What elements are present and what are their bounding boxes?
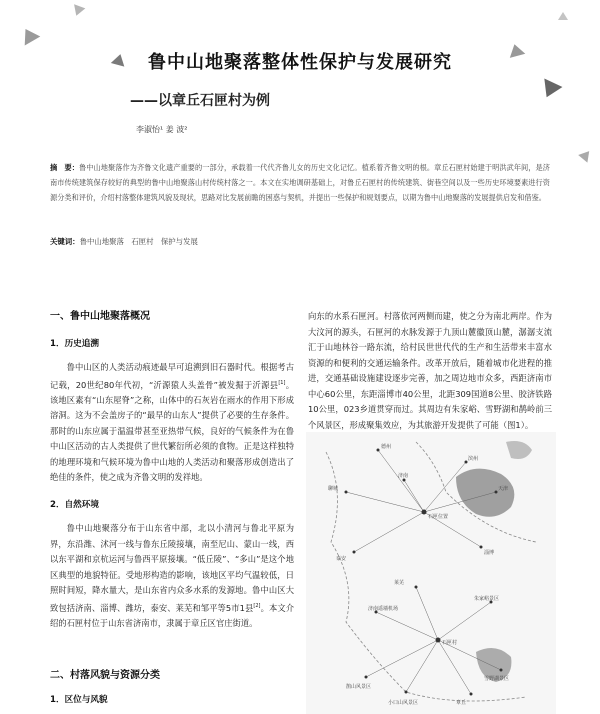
right-column [308, 309, 552, 433]
abstract [50, 160, 550, 205]
map-label-binzhou: 滨州 [468, 456, 479, 462]
subsection-3-title: 1．区位与风貌 [50, 695, 108, 705]
map-label-queshan: 鹊山风景区 [346, 684, 372, 690]
map-label-zhujiayu: 朱家峪景区 [474, 596, 500, 602]
figure-1-map [306, 432, 556, 714]
paper-authors: 李淑怡¹ 姜 波² [136, 125, 188, 134]
map-label-laiwu: 莱芜 [394, 580, 405, 586]
subsection-1-title: 1．历史追溯 [50, 338, 99, 349]
decor-triangle-5 [538, 79, 563, 102]
paragraph-environment [50, 521, 294, 631]
map-label-tianjin: 天津 [498, 486, 509, 492]
paragraph-environment-a: 鲁中山地聚落分布于山东省中部，北以小清河与鲁北平原为界，东沿潍、沭河一线与鲁东丘陵接壤，南至尼山、蒙山一线，西以东平湖和京杭运河与鲁西平原接壤。“低丘陵”、“多山”是这个地区典型的地貌特征。受地形构造的影响，该地区平均气温较低，日照时间短，降水量大，是山东省内众多水系的发源地。鲁中山区大致包括济南、淄博、潍坊，泰安、莱芜和邹平等5市1县 [50, 523, 294, 613]
paragraph-history [50, 360, 294, 486]
paper-subtitle: ——以章丘石匣村为例 [130, 93, 270, 109]
section-1-title: 一、鲁中山地聚落概况 [50, 311, 150, 322]
left-column [50, 309, 294, 632]
citation-1: [1] [278, 379, 286, 386]
paragraph-environment-b: 。本文介绍的石匣村位于山东省济南市，隶属于章丘区官庄街道。 [50, 602, 294, 629]
map-label-liaocheng: 聊城 [328, 486, 339, 492]
keywords [50, 236, 198, 247]
map-label-zibo: 淄博 [484, 550, 495, 556]
decor-triangle-1 [18, 24, 41, 45]
paragraph-location: 向东的水系石匣河。村落依河两侧而建，使之分为南北两岸。作为大汶河的源头，石匣河的水脉发源于九顶山麓徽顶山麓，潺潺支流汇于山地林谷一路东流，给村民世世代代的生产和生活带来丰富水资源的和便利的交通运输条件。改革开放后，随着城市化进程的推进，交通基础设施建设逐步完善，加之周边地市众多，西距济南市中心60公里，东距淄博市40公里，北距309国道8公里、胶济铁路10公里，023乡道贯穿而过。其周边有朱家峪、雪野湖和鹊岭前三个风景区，形成聚集效应，为其旅游开发提供了可能（图1）。 [308, 311, 552, 430]
citation-2: [2] [253, 602, 261, 609]
map-label-shixia-village: 石匣村 [442, 640, 458, 646]
section-2-title: 二、村落风貌与资源分类 [50, 670, 160, 681]
map-label-dezhou: 德州 [381, 444, 392, 450]
decor-triangle-2 [71, 4, 86, 18]
keywords-label: 关键词： [50, 237, 80, 246]
map-label-zhangqiu: 章丘 [456, 700, 467, 706]
decor-triangle-7 [578, 147, 594, 162]
map-label-xueyehu: 雪野湖景区 [484, 676, 510, 682]
decor-triangle-6 [558, 12, 568, 20]
map-label-taian: 泰安 [336, 556, 347, 562]
keywords-text: 鲁中山地聚落 石匣村 保护与发展 [79, 237, 198, 246]
paragraph-history-a: 鲁中山区的人类活动痕迹最早可追溯到旧石器时代。根据考古记载，20世纪80年代初，“沂源猿人头盖骨”被发掘于沂源县 [50, 362, 294, 390]
map-label-xiaokoushan: 小口山风景区 [388, 700, 419, 706]
paragraph-history-b: 。该地区素有“山东屋脊”之称，山体中的石灰岩在雨水的作用下形成溶洞。这为不会盖房子的“最早的山东人”提供了必要的生存条件。那时的山东应属于温温带甚至亚热带气候，良好的气候条件为在鲁中山区活动的古人类提供了世代繁衍所必须的食物。正是这样独特的地理环境和气候环境为鲁中山地的人类活动和聚落形成创造出了绝佳的条件，使之成为齐鲁文明的发祥地。 [50, 379, 294, 483]
abstract-text: 鲁中山地聚落作为齐鲁文化遗产重要的一部分，承载着一代代齐鲁儿女的历史文化记忆。植系着齐鲁文明的根。章丘石匣村始建于明洪武年间，是济南市传统建筑保存较好的典型的鲁中山地聚落山村传统村落之一。本文在实地调研基础上，对鲁丘石匣村的传统建筑、街巷空间以及一些历史环境要素进行资源分类和评价，介绍村落整体建筑风貌及现状，思路对比发展前瞻的困惑与契机，并提出一些保护和规划要点，以期为鲁中山地聚落的发展提供启发和借鉴。 [50, 163, 550, 202]
subsection-2-title: 2．自然环境 [50, 499, 99, 510]
paper-title: 鲁中山地聚落整体性保护与发展研究 [148, 52, 452, 73]
map-label-airport: 济南遥墙机场 [368, 606, 399, 612]
map-label-jinan: 济南 [398, 473, 409, 479]
abstract-label: 摘 要： [50, 163, 79, 172]
map-label-shixia-position: 石匣位置 [428, 514, 449, 520]
